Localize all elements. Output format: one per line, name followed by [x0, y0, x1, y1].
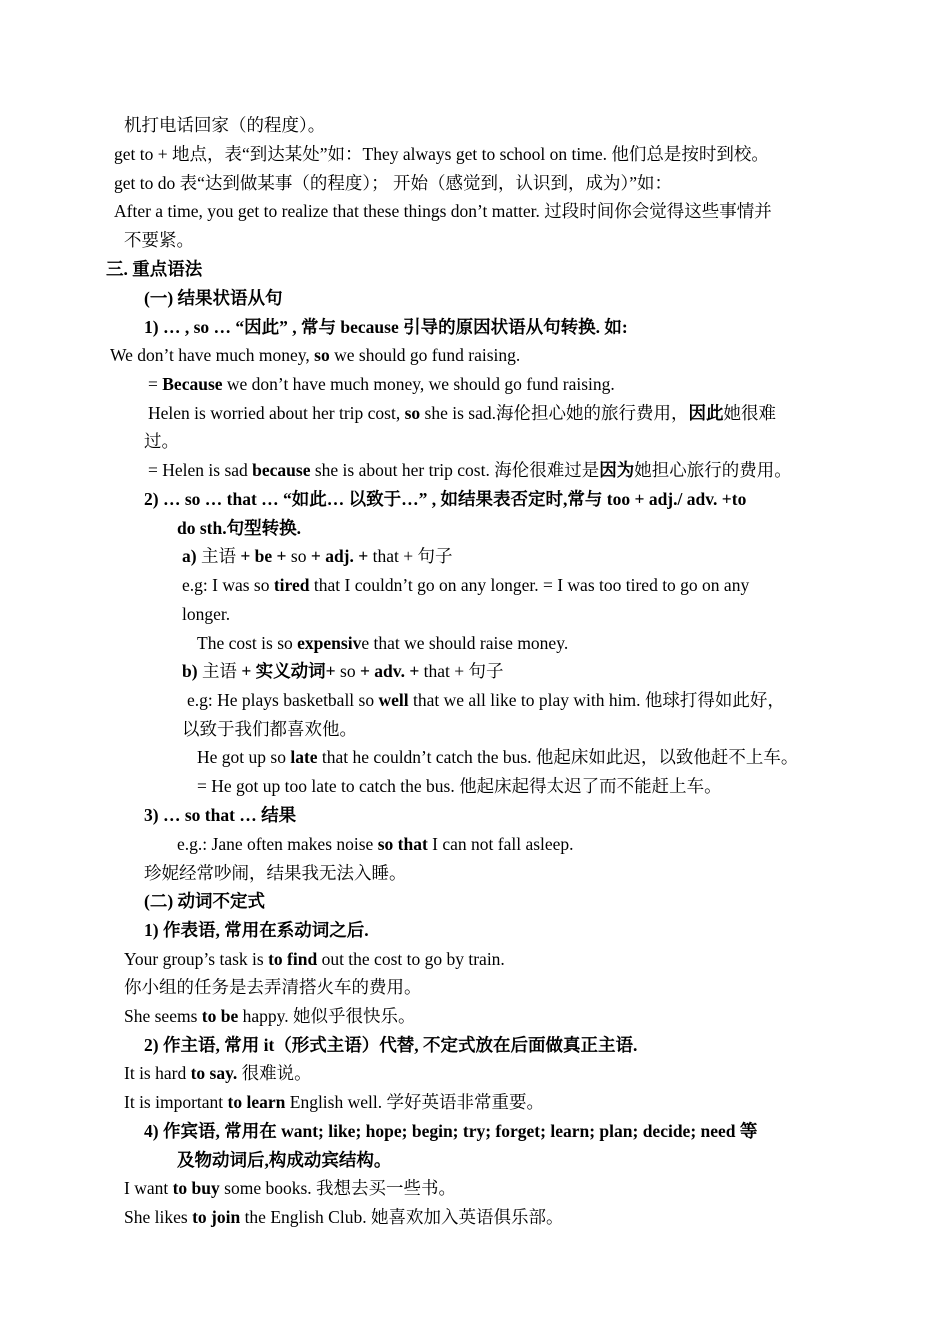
- example-line: [124, 1177, 456, 1199]
- bold-text: a): [182, 546, 197, 566]
- bold-text: so: [314, 345, 330, 365]
- bold-text: so: [404, 403, 421, 423]
- text-run: some books. 我想去买一些书。: [219, 1178, 457, 1198]
- rule-heading: [144, 1034, 637, 1056]
- text-run: English well. 学好英语非常重要。: [285, 1092, 544, 1112]
- bold-text: well: [378, 690, 409, 710]
- text-run: the English Club. 她喜欢加入英语俱乐部。: [240, 1207, 564, 1227]
- text-run: e.g.: Jane often makes noise: [177, 834, 378, 854]
- text-run: e.g: I was so: [182, 575, 274, 595]
- text-line: [114, 172, 672, 194]
- text-run: Helen is worried about her trip cost,: [148, 403, 405, 423]
- text-run: e.g: He plays basketball so: [187, 690, 379, 710]
- text-run: After a time, you get to realize that these things don’t matter. 过段时间你会觉得这些事情并: [114, 201, 772, 221]
- pattern-line: [182, 545, 452, 567]
- rule-heading: [144, 1120, 757, 1142]
- bold-text: to join: [192, 1207, 241, 1227]
- text-run: happy. 她似乎很快乐。: [238, 1006, 416, 1026]
- text-run: Your group’s task is: [124, 949, 269, 969]
- bold-text: 2) … so … that … “如此… 以致于…” , 如结果表否定时,常与 too + adj./ adv. +to: [144, 489, 747, 509]
- rule-heading: [144, 919, 369, 941]
- bold-text: 3) … so that … 结果: [144, 805, 297, 825]
- example-line: [197, 775, 722, 797]
- example-line: [148, 459, 792, 481]
- text-run: It is hard: [124, 1063, 191, 1083]
- bold-text: + 实义动词+: [241, 661, 336, 681]
- text-run: He got up so: [197, 747, 291, 767]
- text-run: It is important: [124, 1092, 228, 1112]
- text-run: we should go fund raising.: [329, 345, 521, 365]
- text-run: She seems: [124, 1006, 202, 1026]
- text-run: that + 句子: [419, 661, 504, 681]
- text-run: she is sad.海伦担心她的旅行费用，: [420, 403, 689, 423]
- text-run: She likes: [124, 1207, 193, 1227]
- bold-text: 三. 重点语法: [106, 259, 203, 279]
- pattern-line: [182, 660, 504, 682]
- text-run: 很难说。: [237, 1063, 312, 1083]
- example-line: [144, 862, 407, 884]
- bold-text: + adj. +: [310, 546, 369, 566]
- text-run: 主语: [197, 661, 242, 681]
- text-line: [114, 143, 769, 165]
- text-run: that I couldn’t go on any longer. = I was too tired to go on any: [309, 575, 750, 595]
- example-line: [182, 574, 749, 596]
- bold-text: to be: [201, 1006, 239, 1026]
- rule-heading: [177, 1149, 391, 1171]
- text-run: so: [286, 546, 311, 566]
- bold-text: + be +: [240, 546, 287, 566]
- example-line: [197, 632, 568, 654]
- rule-heading: [144, 316, 628, 338]
- bold-text: 2) 作主语, 常用 it（形式主语）代替, 不定式放在后面做真正主语.: [144, 1035, 638, 1055]
- example-line: [148, 373, 615, 395]
- bold-text: expensiv: [297, 633, 362, 653]
- text-run: 珍妮经常吵闹，结果我无法入睡。: [144, 863, 407, 883]
- text-run: = Helen is sad: [148, 460, 253, 480]
- bold-text: do sth.句型转换.: [177, 518, 301, 538]
- subsection-heading: [144, 287, 283, 309]
- text-run: We don’t have much money,: [110, 345, 315, 365]
- bold-text: (一) 结果状语从句: [144, 288, 283, 308]
- example-line: [124, 1062, 312, 1084]
- example-line: [187, 689, 785, 711]
- example-line: [144, 430, 179, 452]
- bold-text: tired: [273, 575, 310, 595]
- bold-text: 因此: [688, 403, 724, 423]
- bold-text: Because: [162, 374, 223, 394]
- example-line: [182, 718, 357, 740]
- bold-text: + adv. +: [359, 661, 420, 681]
- bold-text: to learn: [227, 1092, 286, 1112]
- subsection-heading: [144, 890, 265, 912]
- example-line: [182, 603, 230, 625]
- text-run: I can not fall asleep.: [427, 834, 574, 854]
- text-run: 不要紧。: [124, 230, 194, 250]
- text-run: 她很难: [723, 403, 776, 423]
- text-run: = He got up too late to catch the bus. 他起床起得太迟了而不能赶上车。: [197, 776, 722, 796]
- bold-text: 因为: [599, 460, 635, 480]
- example-line: [124, 948, 505, 970]
- text-run: e that we should raise money.: [361, 633, 569, 653]
- text-line: [114, 200, 772, 222]
- example-line: [124, 1005, 416, 1027]
- bold-text: 1) 作表语, 常用在系动词之后.: [144, 920, 369, 940]
- text-run: 过。: [144, 431, 179, 451]
- text-run: that he couldn’t catch the bus. 他起床如此迟，以致他赶不上车。: [317, 747, 799, 767]
- rule-heading: [177, 517, 301, 539]
- bold-text: (二) 动词不定式: [144, 891, 266, 911]
- text-run: The cost is so: [197, 633, 298, 653]
- bold-text: 4) 作宾语, 常用在 want; like; hope; begin; try; forget; learn; plan; decide; need 等: [144, 1121, 758, 1141]
- example-line: [110, 344, 520, 366]
- bold-text: to buy: [172, 1178, 220, 1198]
- text-line: [124, 229, 194, 251]
- text-run: I want: [124, 1178, 173, 1198]
- bold-text: 1) … , so … “因此” , 常与 because 引导的原因状语从句转换. 如:: [144, 317, 628, 337]
- bold-text: because: [252, 460, 311, 480]
- text-run: get to do 表“达到做某事（的程度）； 开始（感觉到，认识到，成为）”如：: [114, 173, 673, 193]
- bold-text: 及物动词后,构成动宾结构。: [177, 1150, 392, 1170]
- text-run: out the cost to go by train.: [317, 949, 505, 969]
- example-line: [197, 746, 798, 768]
- text-run: so: [335, 661, 360, 681]
- text-run: we don’t have much money, we should go fund raising.: [222, 374, 615, 394]
- rule-heading: [144, 804, 296, 826]
- example-line: [124, 1091, 544, 1113]
- text-run: 主语: [196, 546, 241, 566]
- text-run: that + 句子: [368, 546, 453, 566]
- bold-text: to say.: [190, 1063, 238, 1083]
- bold-text: to find: [268, 949, 318, 969]
- bold-text: b): [182, 661, 198, 681]
- example-line: [148, 402, 776, 424]
- section-heading: [106, 258, 202, 280]
- text-run: get to + 地点，表“到达某处”如：They always get to school on time. 他们总是按时到校。: [114, 144, 769, 164]
- text-run: longer.: [182, 604, 231, 624]
- example-line: [124, 1206, 563, 1228]
- bold-text: so that: [377, 834, 428, 854]
- rule-heading: [144, 488, 746, 510]
- text-run: =: [148, 374, 163, 394]
- text-run: 你小组的任务是去弄清搭火车的费用。: [124, 977, 422, 997]
- text-run: that we all like to play with him. 他球打得如此好，: [408, 690, 785, 710]
- text-line: [124, 114, 325, 136]
- example-line: [124, 976, 422, 998]
- text-run: 她担心旅行的费用。: [634, 460, 792, 480]
- text-run: 以致于我们都喜欢他。: [182, 719, 357, 739]
- bold-text: late: [290, 747, 318, 767]
- text-run: she is about her trip cost. 海伦很难过是: [310, 460, 600, 480]
- example-line: [177, 833, 574, 855]
- text-run: 机打电话回家（的程度）。: [124, 115, 326, 135]
